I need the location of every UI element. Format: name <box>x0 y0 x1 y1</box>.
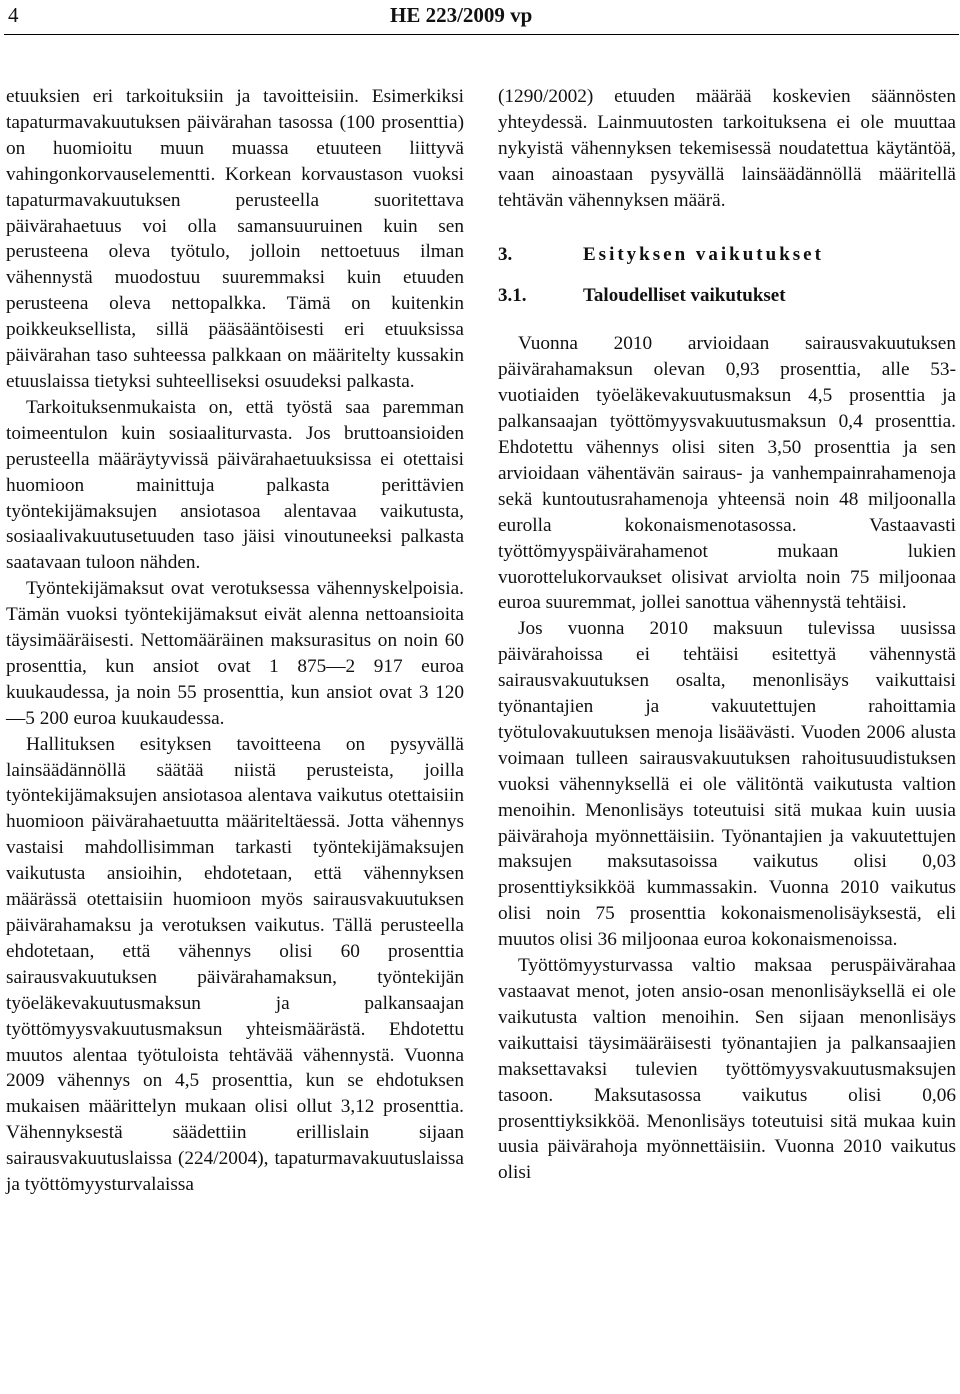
paragraph: Työttömyysturvassa valtio maksaa peruspäivärahaa vastaavat menot, joten ansio-osan menonlisäyksellä ei ole vaikutusta valtion menoihin. Sen sijaan menonlisäys vaikuttaisi täysimääräisesti työnantajien ja palkansaajien maksettavaksi tulevien työttömyysvakuutusmaksujen tasoon. Maksutasossa vaikutus olisi 0,06 prosenttiyksikköä. Menonlisäys toteutuisi sitä mukaa kuin uusia päivärahoja myönnettäisiin. Vuonna 2010 vaikutus olisi <box>498 955 956 1184</box>
header-rule <box>4 34 959 35</box>
subsection-title: Taloudelliset vaikutukset <box>583 285 786 307</box>
paragraph: etuuksien eri tarkoituksiin ja tavoitteisiin. Esimerkiksi tapaturmavakuutuksen päivärahan tasossa (100 prosenttia) on huomioitu muun muassa etuuteen liittyvä vahingonkorvauselementti. Korkean korvaustason vuoksi tapaturmavakuutuksen perusteella suoritettava päivärahaetuus voi olla samansuuruinen kuin sen perusteena oleva työtulo, jolloin nettoetuus ilman vähennystä muodostuu suuremmaksi kuin etuuden perusteena oleva nettopalkka. Tämä on kuitenkin poikkeuksellista, sillä pääsääntöisesti eri etuuksissa päivärahan taso suhteessa palkkaan on määritelty kussakin etuuslaissa tietyksi suhteelliseksi osuudeksi palkasta. <box>6 86 464 392</box>
subsection-heading <box>498 283 956 309</box>
paragraph: Tarkoituksenmukaista on, että työstä saa paremman toimeentulon kuin sosiaaliturvasta. Jos bruttoansioiden perusteella määräytyvissä päivärahaetuuksissa ei otettaisi huomioon mainittuja palkasta perittävien työntekijämaksujen ansiotasoa alentavaa vaikutusta, sosiaalivakuutusetuuden taso jäisi vinoutuneeksi palkasta saatavaan tuloon nähden. <box>6 396 464 574</box>
left-column <box>6 84 464 1198</box>
document-id: HE 223/2009 vp <box>390 3 533 27</box>
subsection-number: 3.1. <box>498 285 527 307</box>
section-number: 3. <box>498 243 513 265</box>
paragraph: Työntekijämaksut ovat verotuksessa vähennyskelpoisia. Tämän vuoksi työntekijämaksut eivät alenna nettoansioita täysimääräisesti. Nettomääräinen maksurasitus on noin 60 prosenttia, kun ansiot ovat 1 875—2 917 euroa kuukaudessa, ja noin 55 prosenttia, kun ansiot ovat 3 120—5 200 euroa kuukaudessa. <box>6 578 464 729</box>
paragraph: Jos vuonna 2010 maksuun tulevissa uusissa päivärahoissa ei tehtäisi esitettyä vähennystä sairausvakuutuksen osalta, menonlisäys vaikuttaisi työnantajien ja vakuutettujen rahoittamia työtulovakuutuksen menoja lisäävästi. Vuoden 2006 alusta voimaan tulleen sairausvakuutuksen rahoitusuudistuksen vuoksi vähennyksellä ei ole välitöntä vaikutusta valtion menoihin. Menonlisäys toteutuisi sitä mukaa kuin uusia päivärahoja myönnettäisiin. Työnantajien ja vakuutettujen maksujen maksutasoissa vaikutus olisi 0,03 prosenttiyksikköä kummassakin. Vuonna 2010 vaikutus olisi noin 75 prosenttia kokonaismenolisäyksestä, eli muutos olisi 36 miljoonaa euroa kokonaismenoissa. <box>498 618 956 951</box>
right-column <box>498 84 956 1186</box>
page-number: 4 <box>8 3 19 27</box>
paragraph: Hallituksen esityksen tavoitteena on pysyvällä lainsäädännöllä säätää niistä perusteista, joilla työntekijämaksujen ansiotasoa alentava vaikutus otettaisiin huomioon päivärahaetuutta määriteltäessä. Jotta vähennys vastaisi mahdollisimman tarkasti työntekijämaksujen vaikutusta ansioihin, ehdotetaan, että vähennyksen määrässä otettaisiin huomioon myös sairausvakuutuksen päivärahamaksu ja verotuksen vaikutus. Tällä perusteella ehdotetaan, että vähennys olisi 60 prosenttia sairausvakuutuksen päivärahamaksun, työntekijän työeläkevakuutusmaksun ja palkansaajan työttömyysvakuutusmaksun yhteismäärästä. Ehdotettu muutos alentaa työtuloista tehtävää vähennystä. Vuonna 2009 vähennys on 4,5 prosenttia, kun se ehdotuksen mukaisen määrittelyn mukaan olisi ollut 3,12 prosenttia. Vähennyksestä säädettiin erillislain sijaan sairausvakuutuslaissa (224/2004), tapaturmavakuutuslaissa ja työttömyysturvalaissa <box>6 733 464 1196</box>
section-title: Esityksen vaikutukset <box>583 243 824 265</box>
paragraph: Vuonna 2010 arvioidaan sairausvakuutuksen päivärahamaksun olevan 0,93 prosenttia, alle 53-vuotiaiden työeläkevakuutusmaksun 4,5 prosenttia ja palkansaajan työttömyysvakuutusmaksun 0,4 prosenttia. Ehdotettu vähennys olisi siten 3,50 prosenttia ja sen arvioidaan vähentävän sairaus- ja vanhempainrahamenoja sekä kuntoutusrahamenoja yhteensä noin 48 miljoonalla eurolla kokonaismenotasossa. Vastaavasti työttömyyspäivärahamenot mukaan lukien vuorottelukorvaukset olisivat arviolta noin 75 miljoonaa euroa suuremmat, jollei sanottua vähennystä tehtäisi. <box>498 333 956 614</box>
section-heading <box>498 242 956 268</box>
page-header <box>0 0 960 40</box>
paragraph: (1290/2002) etuuden määrää koskevien säännösten yhteydessä. Lainmuutosten tarkoituksena ei ole muuttaa nykyistä vähennyksen tekemisessä noudatettua käytäntöä, vaan ainoastaan pysyvällä lainsäädännöllä määritellä tehtävän vähennyksen määrä. <box>498 86 956 211</box>
